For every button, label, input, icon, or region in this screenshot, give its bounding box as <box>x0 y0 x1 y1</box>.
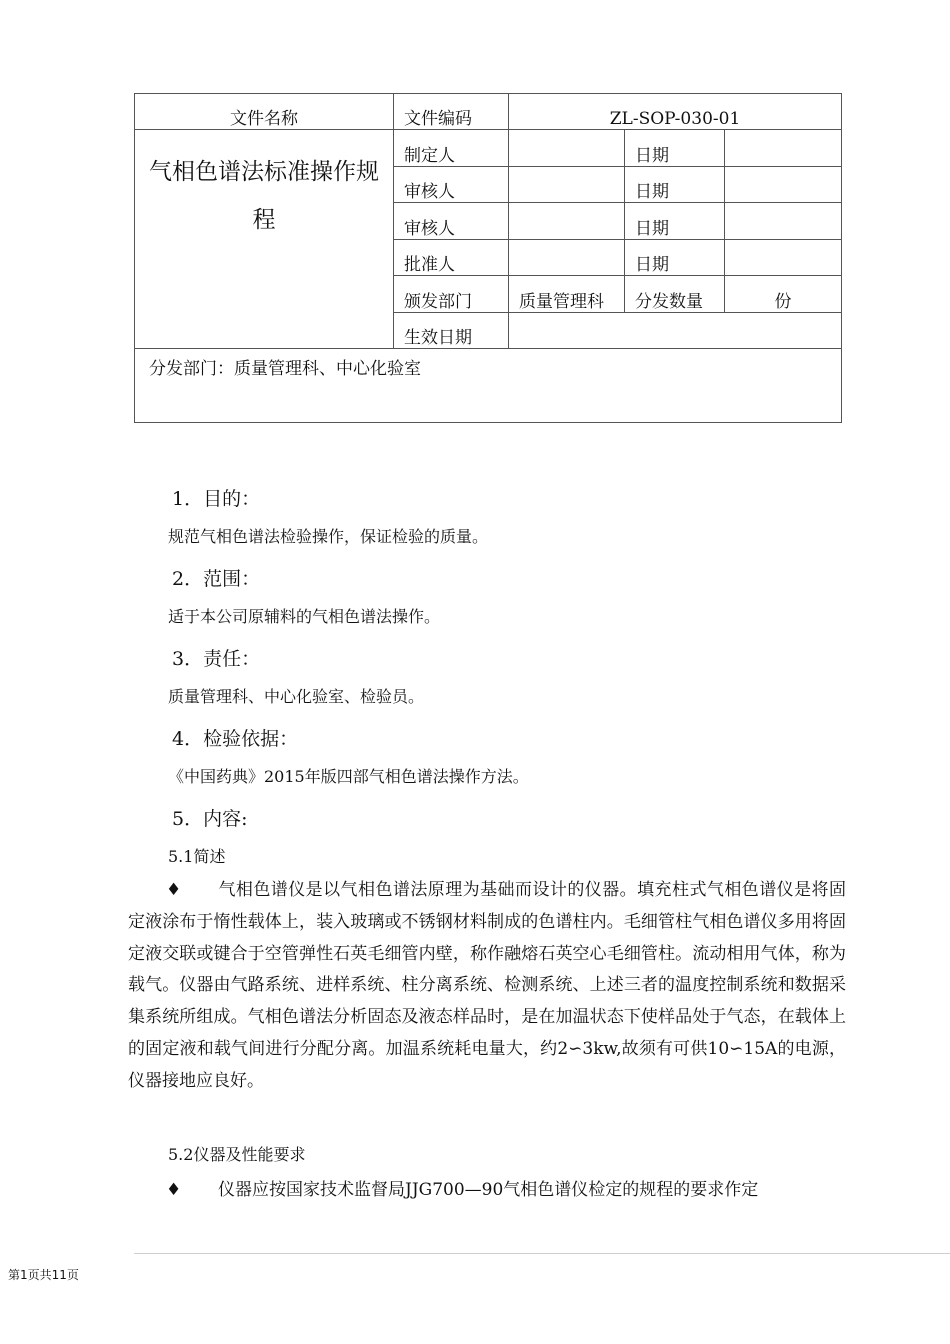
reviewer-2-label: 审核人 <box>394 203 509 239</box>
file-name-label: 文件名称 <box>135 94 394 130</box>
subsection-5-1-heading: 5.1简述 <box>168 847 226 866</box>
approver-date-value <box>725 239 842 275</box>
section-5-heading: 5．内容: <box>172 808 248 830</box>
reviewer-2-date-label: 日期 <box>625 203 725 239</box>
diamond-bullet-icon: ♦ <box>166 880 182 900</box>
document-title: 气相色谱法标准操作规程 <box>135 130 394 349</box>
file-code-value: ZL-SOP-030-01 <box>509 94 842 130</box>
dist-qty-unit: 份 <box>725 276 842 312</box>
section-3-body: 质量管理科、中心化验室、检验员。 <box>168 687 425 706</box>
section-1-body: 规范气相色谱法检验操作，保证检验的质量。 <box>168 527 489 546</box>
subsection-5-1-text: 气相色谱仪是以气相色谱法原理为基础而设计的仪器。填充柱式气相色谱仪是将固定液涂布于惰性载体上，装入玻璃或不锈钢材料制成的色谱柱内。毛细管柱气相色谱仪多用将固定液交联或键合于空管弹性石英毛细管内壁，称作融熔石英空心毛细管柱。流动相用气体，称为载气。仪器由气路系统、进样系统、柱分离系统、检测系统、上述三者的温度控制系统和数据采集系统所组成。气相色谱法分析固态及液态样品时，是在加温状态下使样品处于气态，在载体上的固定液和载气间进行分配分离。加温系统耗电量大，约2∽3kw,故须有可供10∽15A的电源，仪器接地应良好。 <box>128 880 846 1091</box>
footer-divider <box>134 1253 950 1254</box>
section-3-heading: 3．责任： <box>172 648 261 670</box>
section-2-body: 适于本公司原辅料的气相色谱法操作。 <box>168 607 441 626</box>
author-date-value <box>725 130 842 166</box>
subsection-5-2-heading: 5.2仪器及性能要求 <box>168 1145 306 1164</box>
author-label: 制定人 <box>394 130 509 166</box>
document-header-table <box>134 93 842 423</box>
subsection-5-1-paragraph <box>128 875 846 1098</box>
effective-date-label: 生效日期 <box>394 312 509 348</box>
reviewer-2-value <box>509 203 625 239</box>
author-date-label: 日期 <box>625 130 725 166</box>
page-number: 第1页共11页 <box>8 1268 79 1282</box>
issue-dept-label: 颁发部门 <box>394 276 509 312</box>
section-4-body: 《中国药典》2015年版四部气相色谱法操作方法。 <box>168 767 529 786</box>
dist-qty-label: 分发数量 <box>625 276 725 312</box>
subsection-5-2-text: 仪器应按国家技术监督局JJG700—90气相色谱仪检定的规程的要求作定 <box>218 1180 759 1200</box>
author-value <box>509 130 625 166</box>
issue-dept-value: 质量管理科 <box>509 276 625 312</box>
section-1-heading: 1．目的： <box>172 488 261 510</box>
distribution-departments: 分发部门：质量管理科、中心化验室 <box>135 349 842 423</box>
effective-date-value <box>509 312 842 348</box>
approver-label: 批准人 <box>394 239 509 275</box>
section-4-heading: 4．检验依据： <box>172 728 299 750</box>
file-code-label: 文件编码 <box>394 94 509 130</box>
section-2-heading: 2．范围： <box>172 568 261 590</box>
diamond-bullet-icon: ♦ <box>166 1180 182 1200</box>
approver-value <box>509 239 625 275</box>
subsection-5-2-paragraph <box>128 1175 846 1207</box>
reviewer-1-date-label: 日期 <box>625 166 725 202</box>
reviewer-1-date-value <box>725 166 842 202</box>
reviewer-2-date-value <box>725 203 842 239</box>
reviewer-1-value <box>509 166 625 202</box>
reviewer-1-label: 审核人 <box>394 166 509 202</box>
approver-date-label: 日期 <box>625 239 725 275</box>
